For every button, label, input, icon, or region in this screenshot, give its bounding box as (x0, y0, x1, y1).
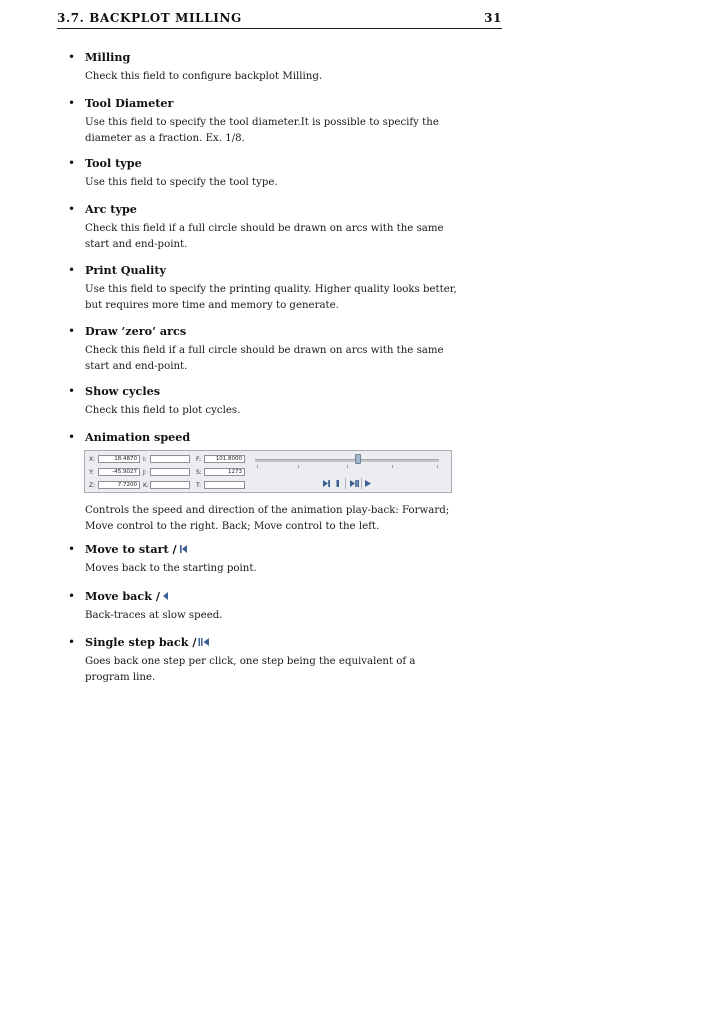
bullet: • (68, 50, 76, 64)
z-field[interactable]: 7.7200 (98, 481, 140, 489)
bullet: • (68, 96, 76, 110)
i-label: I: (143, 456, 147, 463)
speed-slider-track[interactable] (255, 459, 439, 462)
item-description: Check this field to configure backplot Milling. (85, 71, 323, 82)
page-header (57, 9, 502, 29)
bullet: • (68, 202, 76, 216)
s-label: S: (196, 469, 202, 476)
item-title: Tool Diameter (85, 96, 174, 110)
item-title: Move to start / (85, 542, 188, 557)
item-title: Arc type (85, 202, 137, 216)
k-field[interactable] (150, 481, 190, 489)
slider-tick (257, 465, 258, 468)
item-title: Animation speed (85, 430, 191, 444)
slider-tick (392, 465, 393, 468)
fast-forward-icon[interactable] (349, 479, 360, 488)
slider-tick (347, 465, 348, 468)
y-label: Y: (89, 469, 94, 476)
y-field[interactable]: -45.9027 (98, 468, 140, 476)
move-to-start-icon (179, 543, 188, 557)
page-number: 31 (484, 11, 502, 25)
item-title: Milling (85, 50, 131, 64)
item-description: Moves back to the starting point. (85, 563, 257, 574)
t-field[interactable] (204, 481, 245, 489)
item-title: Draw ’zero’ arcs (85, 324, 187, 338)
bullet: • (68, 589, 76, 603)
item-title: Tool type (85, 156, 142, 170)
k-label: K: (143, 482, 149, 489)
z-label: Z: (89, 482, 96, 489)
item-description: Controls the speed and direction of the animation play-back: Forward; Move control to the right. Back; Move control to the left. (85, 505, 450, 532)
bullet: • (68, 635, 76, 649)
item-title: Single step back / (85, 635, 210, 650)
single-step-back-icon (198, 636, 210, 650)
slider-tick (298, 465, 299, 468)
divider (345, 478, 346, 489)
f-label: F: (196, 456, 202, 463)
item-description: Use this field to specify the printing quality. Higher quality looks better, but requires more time and memory to generate. (85, 284, 457, 311)
section-title: 3.7. BACKPLOT MILLING (57, 11, 242, 25)
j-field[interactable] (150, 468, 190, 476)
item-title: Move back / (85, 589, 169, 604)
t-label: T: (196, 482, 202, 489)
pause-icon[interactable] (335, 479, 341, 488)
item-description: Use this field to specify the tool diameter.It is possible to specify the diameter as a fraction. Ex. 1/8. (85, 117, 439, 144)
item-title: Show cycles (85, 384, 160, 398)
item-description: Back-traces at slow speed. (85, 610, 223, 621)
step-forward-icon[interactable] (322, 479, 331, 488)
slider-tick (437, 465, 438, 468)
bullet: • (68, 430, 76, 444)
x-label: X: (89, 456, 96, 463)
item-description: Use this field to specify the tool type. (85, 177, 278, 188)
speed-slider-thumb[interactable] (355, 454, 361, 464)
item-description: Goes back one step per click, one step being the equivalent of a program line. (85, 656, 416, 683)
divider (361, 478, 362, 489)
animation-control-panel (84, 450, 452, 493)
bullet: • (68, 542, 76, 556)
item-description: Check this field if a full circle should be drawn on arcs with the same start and end-point. (85, 223, 444, 250)
bullet: • (68, 156, 76, 170)
play-icon[interactable] (364, 479, 372, 488)
bullet: • (68, 384, 76, 398)
bullet: • (68, 324, 76, 338)
item-description: Check this field if a full circle should be drawn on arcs with the same start and end-point. (85, 345, 444, 372)
x-field[interactable]: 18.4870 (98, 455, 140, 463)
move-back-icon (162, 590, 169, 604)
j-label: J: (143, 469, 147, 476)
s-field[interactable]: 1273 (204, 468, 245, 476)
bullet: • (68, 263, 76, 277)
i-field[interactable] (150, 455, 190, 463)
item-description: Check this field to plot cycles. (85, 405, 241, 416)
item-title: Print Quality (85, 263, 167, 277)
f-field[interactable]: 101.8000 (204, 455, 245, 463)
